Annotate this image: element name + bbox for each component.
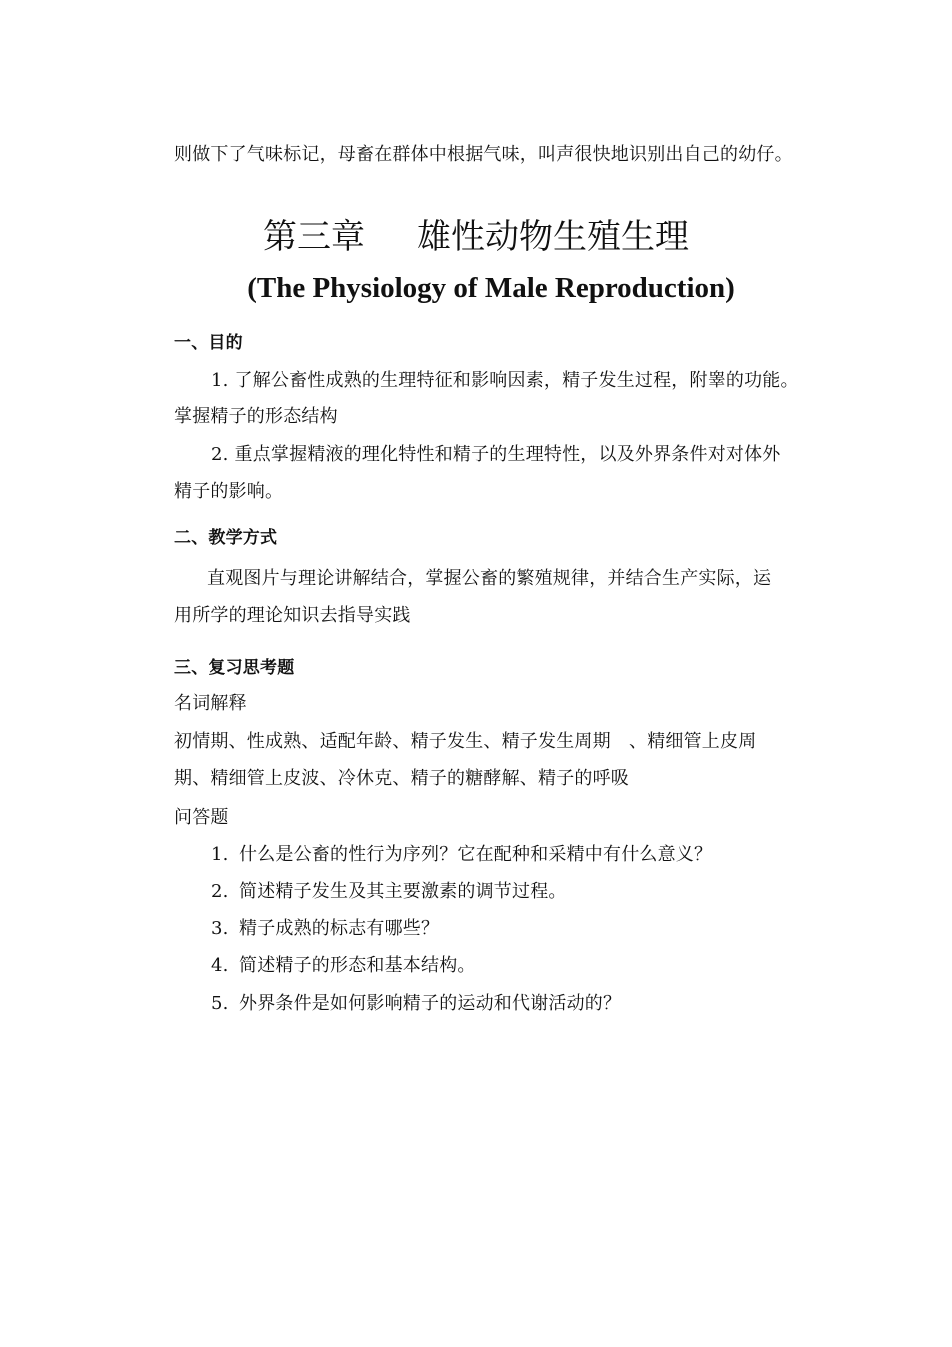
question-number: 4. (211, 955, 229, 976)
question-text: 精子成熟的标志有哪些？ (239, 918, 440, 939)
question-number: 2. (211, 881, 229, 902)
question-item (211, 992, 621, 1016)
qa-label: 问答题 (174, 807, 229, 828)
question-item (211, 917, 439, 941)
objective-1-line-2: 掌握精子的形态结构 (174, 406, 338, 427)
teaching-method-line-2: 用所学的理论知识去指导实践 (174, 605, 411, 626)
section-heading-objectives: 一、目的 (174, 333, 243, 353)
terms-label: 名词解释 (174, 693, 247, 714)
question-item (211, 954, 476, 978)
question-text: 什么是公畜的性行为序列？它在配种和采精中有什么意义？ (239, 844, 713, 865)
question-item (211, 880, 567, 904)
section-heading-review-questions: 三、复习思考题 (174, 658, 295, 678)
question-item (211, 843, 712, 867)
question-text: 简述精子的形态和基本结构。 (239, 955, 476, 976)
question-text: 外界条件是如何影响精子的运动和代谢活动的？ (239, 993, 622, 1014)
section-heading-teaching-method: 二、教学方式 (174, 528, 278, 548)
terms-line-2: 期、精细管上皮波、冷休克、精子的糖酵解、精子的呼吸 (174, 768, 629, 789)
question-number: 3. (211, 918, 229, 939)
question-number: 5. (211, 993, 229, 1014)
objective-2-line-2: 精子的影响。 (174, 481, 284, 502)
chapter-title (0, 214, 952, 260)
teaching-method-line-1: 直观图片与理论讲解结合，掌握公畜的繁殖规律，并结合生产实际，运 (207, 568, 772, 589)
chapter-title-cn: 雄性动物生殖生理 (417, 217, 689, 257)
objective-2-line-1: 2. 重点掌握精液的理化特性和精子的生理特性，以及外界条件对对体外 (211, 444, 781, 465)
chapter-number: 第三章 (263, 217, 365, 257)
objective-1-line-1: 1. 了解公畜性成熟的生理特征和影响因素，精子发生过程，附睾的功能。 (211, 370, 799, 391)
question-number: 1. (211, 844, 229, 865)
chapter-subtitle-en: (The Physiology of Male Reproduction) (247, 272, 735, 304)
terms-line-1: 初情期、性成熟、适配年龄、精子发生、精子发生周期 、精细管上皮周 (174, 731, 757, 752)
continuation-paragraph: 则做下了气味标记，母畜在群体中根据气味，叫声很快地识别出自己的幼仔。 (174, 144, 793, 165)
question-text: 简述精子发生及其主要激素的调节过程。 (239, 881, 567, 902)
